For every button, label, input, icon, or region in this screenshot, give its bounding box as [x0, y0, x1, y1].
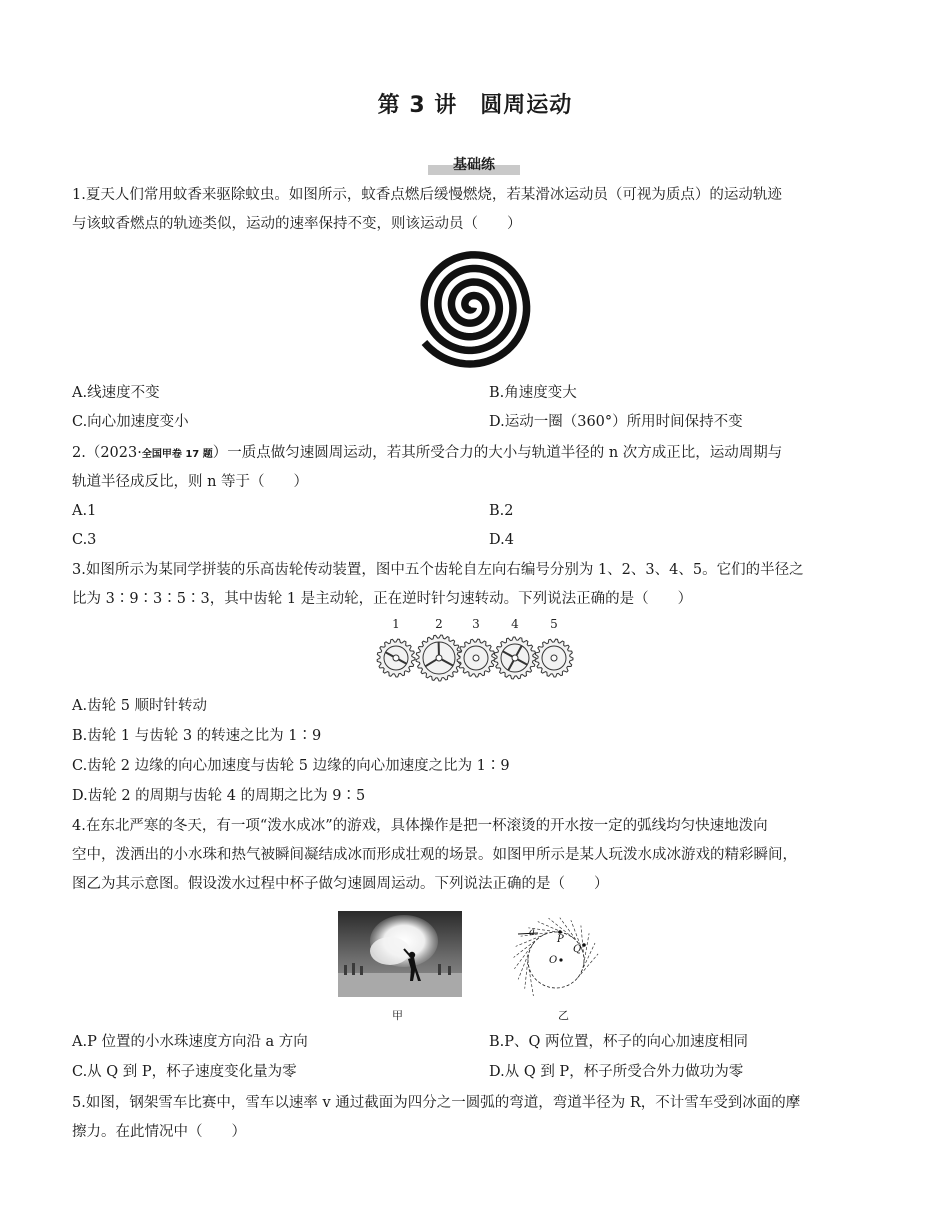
page-title: 第 3 讲 圆周运动 [377, 93, 573, 118]
figure-yi-label: 乙 [558, 1009, 569, 1022]
q1-stem-line1: 1.夏天人们常用蚊香来驱除蚊虫。如图所示，蚊香点燃后缓慢燃烧，若某滑冰运动员（可视为质点）的运动轨迹 [72, 187, 782, 203]
q2-option-c: C.3 [72, 532, 97, 548]
q2-source-tag: 全国甲卷 17 题 [141, 449, 213, 460]
q4-stem-line1: 4.在东北严寒的冬天，有一项“泼水成冰”的游戏，具体操作是把一杯滚烫的开水按一定的弧线均匀快速地泼向 [72, 818, 768, 834]
mosquito-coil-spiral [424, 255, 526, 364]
gear-label-4: 4 [511, 617, 519, 631]
q4-option-a: A.P 位置的小水珠速度方向沿 a 方向 [72, 1034, 308, 1050]
q2-option-b: B.2 [489, 503, 514, 519]
diagram-label-o: O [549, 955, 558, 966]
gear-label-5: 5 [550, 617, 558, 631]
q1-option-d: D.运动一圈（360°）所用时间保持不变 [489, 414, 743, 430]
gear-train-figure [372, 612, 578, 688]
splash-diagram [498, 900, 616, 996]
q2-stem-rest: ）一质点做匀速圆周运动，若其所受合力的大小与轨道半径的 n 次方成正比，运动周期与 [212, 445, 783, 461]
figure-jia-label: 甲 [392, 1009, 403, 1022]
q3-option-c: C.齿轮 2 边缘的向心加速度与齿轮 5 边缘的向心加速度之比为 1∶9 [72, 758, 510, 774]
q3-option-b: B.齿轮 1 与齿轮 3 的转速之比为 1∶9 [72, 728, 322, 744]
q2-stem-line2: 轨道半径成反比，则 n 等于（ ） [72, 474, 309, 490]
q4-stem-line2: 空中，泼洒出的小水珠和热气被瞬间凝结成冰而形成壮观的场景。如图甲所示是某人玩泼水成冰游戏的精彩瞬间， [72, 847, 797, 863]
q2-prefix: 2.（2023· [72, 445, 142, 461]
q1-option-c: C.向心加速度变小 [72, 414, 189, 430]
q4-option-c: C.从 Q 到 P，杯子速度变化量为零 [72, 1064, 297, 1080]
photo-ground [338, 973, 462, 997]
gear-label-1: 1 [392, 617, 400, 631]
q2-option-d: D.4 [489, 532, 514, 548]
center-point-o [559, 958, 562, 961]
gear-label-3: 3 [472, 617, 480, 631]
gear-label-2: 2 [435, 617, 443, 631]
q5-stem-line1: 5.如图，钢架雪车比赛中，雪车以速率 v 通过截面为四分之一圆弧的弯道，弯道半径为 R，不计雪车受到冰面的摩 [72, 1095, 801, 1111]
q4-option-d: D.从 Q 到 P，杯子所受合外力做功为零 [489, 1064, 744, 1080]
diagram-label-q: Q [573, 944, 582, 955]
q2-stem-line1 [72, 443, 782, 465]
q1-option-b: B.角速度变大 [489, 385, 577, 401]
q3-option-a: A.齿轮 5 顺时针转动 [72, 698, 208, 714]
q3-option-d: D.齿轮 2 的周期与齿轮 4 的周期之比为 9∶5 [72, 788, 366, 804]
q3-stem-line1: 3.如图所示为某同学拼装的乐高齿轮传动装置，图中五个齿轮自左向右编号分别为 1、2、3、4、5。它们的半径之 [72, 562, 804, 578]
q3-stem-line2: 比为 3∶9∶3∶5∶3，其中齿轮 1 是主动轮，正在逆时针匀速转动。下列说法正确的是（ ） [72, 591, 693, 607]
q4-stem-line3: 图乙为其示意图。假设泼水过程中杯子做匀速圆周运动。下列说法正确的是（ ） [72, 876, 609, 892]
point-q [582, 943, 586, 947]
arrow-a [518, 933, 538, 934]
q4-option-b: B.P、Q 两位置，杯子的向心加速度相同 [489, 1034, 749, 1050]
q2-option-a: A.1 [72, 503, 97, 519]
diagram-label-p: P [557, 934, 564, 945]
mosquito-coil-figure [408, 242, 536, 370]
q1-option-a: A.线速度不变 [72, 385, 160, 401]
q1-stem-line2: 与该蚊香燃点的轨迹类似，运动的速率保持不变，则该运动员（ ） [72, 216, 522, 232]
section-header-label: 基础练 [453, 157, 495, 173]
splash-photo [338, 911, 462, 997]
q5-stem-line2: 擦力。在此情况中（ ） [72, 1124, 246, 1140]
section-header [428, 154, 520, 176]
diagram-label-a: a [529, 927, 535, 938]
